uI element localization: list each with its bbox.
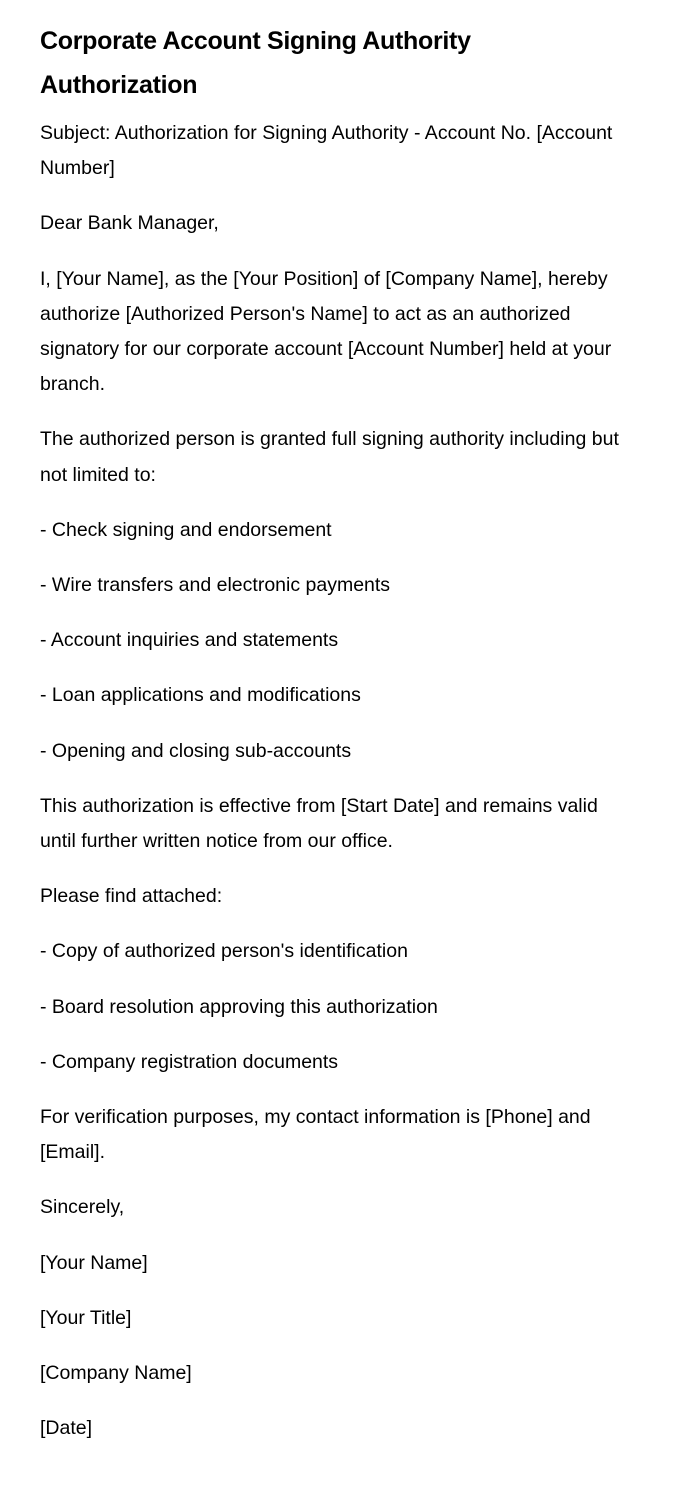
attached-intro: Please find attached:: [40, 885, 223, 908]
signature-block: [40, 1246, 630, 1447]
authority-item: - Wire transfers and electronic payments: [40, 574, 391, 597]
authority-item: - Loan applications and modifications: [40, 684, 361, 707]
attached-item: - Company registration documents: [40, 1050, 339, 1073]
salutation: Dear Bank Manager,: [40, 212, 219, 235]
intro-paragraph: I, [Your Name], as the [Your Position] of [Company Name], hereby authorize [Authorized Person's Name] to act as an authorized signatory for our corporate account [Account Number] held at your branch.: [40, 267, 612, 396]
signature-date: [Date]: [40, 1417, 93, 1440]
subject-line: Subject: Authorization for Signing Authority - Account No. [Account Number]: [40, 122, 613, 180]
attached-list: [40, 934, 630, 1080]
authority-intro: The authorized person is granted full signing authority including but not limited to:: [40, 428, 619, 486]
signature-title: [Your Title]: [40, 1306, 132, 1329]
verification-paragraph: For verification purposes, my contact information is [Phone] and [Email].: [40, 1106, 591, 1164]
attached-item: - Board resolution approving this authorization: [40, 995, 438, 1018]
authority-item: - Account inquiries and statements: [40, 629, 339, 652]
signature-name: [Your Name]: [40, 1251, 148, 1274]
letter-document: [40, 19, 630, 1466]
authority-item: - Opening and closing sub-accounts: [40, 739, 352, 762]
effective-paragraph: This authorization is effective from [Start Date] and remains valid until further written notice from our office.: [40, 794, 598, 853]
attached-item: - Copy of authorized person's identification: [40, 940, 408, 963]
signature-company: [Company Name]: [40, 1362, 192, 1385]
closing: Sincerely,: [40, 1196, 125, 1219]
document-title: Corporate Account Signing Authority Authorization: [40, 27, 471, 99]
authority-item: - Check signing and endorsement: [40, 518, 332, 541]
authority-list: [40, 513, 630, 769]
